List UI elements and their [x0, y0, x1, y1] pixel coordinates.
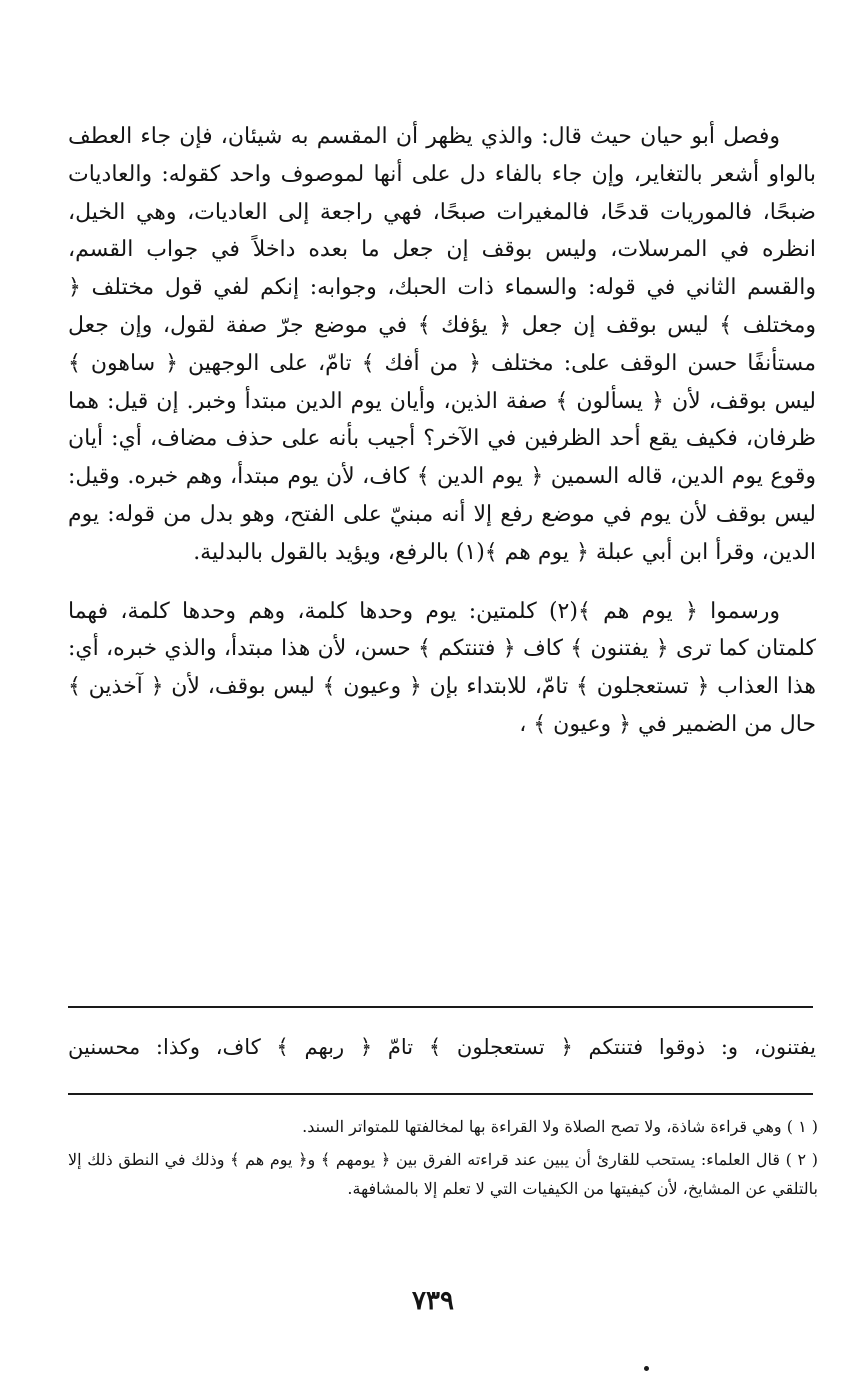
footnotes: [68, 1112, 818, 1207]
divider-line-bottom: [68, 1093, 813, 1095]
footnote-2: ( ٢ ) قال العلماء: يستحب للقارئ أن يبين عند قراءته الفرق بين ﴿ يومهم ﴾ و﴿ يوم هم ﴾ وذلك في النطق ذلك إلا بالتلقي عن المشايخ، لأن كيفيتها من الكيفيات التي لا تعلم إلا بالمشافهة.: [68, 1150, 818, 1198]
page-number: ٧٣٩: [412, 1286, 454, 1316]
paragraph-1: وفصل أبو حيان حيث قال: والذي يظهر أن المقسم به شيئان، فإن جاء العطف بالواو أشعر بالتغاير، وإن جاء بالفاء دل على أنها لموصوف واحد كقوله: والعاديات ضبحًا، فالموريات قدحًا، فالمغيرات صبحًا، فهي راجعة إلى العاديات، وهي الخيل، انظره في المرسلات، وليس بوقف إن جعل ما بعده داخلاً في جواب القسم، والقسم الثاني في قوله: والسماء ذات الحبك، وجوابه: إنكم لفي قول مختلف ﴿ ومختلف ﴾ ليس بوقف إن جعل ﴿ يؤفك ﴾ في موضع جرّ صفة لقول، وإن جعل مستأنفًا حسن الوقف على: مختلف ﴿ من أفك ﴾ تامّ، على الوجهين ﴿ ساهون ﴾ ليس بوقف، لأن ﴿ يسألون ﴾ صفة الذين، وأيان يوم الدين مبتدأ وخبر. إن قيل: هما ظرفان، فكيف يقع أحد الظرفين في الآخر؟ أجيب بأنه على حذف مضاف، أي: أيان وقوع يوم الدين، قاله السمين ﴿ يوم الدين ﴾ كاف، لأن يوم مبتدأ، وهم خبره. وقيل: ليس بوقف لأن يوم في موضع رفع إلا أنه مبنيّ على الفتح، وهو بدل من قوله: يوم الدين، وقرأ ابن أبي عبلة ﴿ يوم هم ﴾(١) بالرفع، ويؤيد بالقول بالبدلية.: [68, 124, 816, 565]
paragraph-2: ورسموا ﴿ يوم هم ﴾(٢) كلمتين: يوم وحدها كلمة، وهم وحدها كلمة، فهما كلمتان كما ترى ﴿ يفتنون ﴾ كاف ﴿ فتنتكم ﴾ حسن، لأن هذا مبتدأ، والذي خبره، أي: هذا العذاب ﴿ تستعجلون ﴾ تامّ، للابتداء بإن ﴿ وعيون ﴾ ليس بوقف، لأن ﴿ آخذين ﴾ حال من الضمير في ﴿ وعيون ﴾ ،: [68, 598, 816, 737]
footnote-1: ( ١ ) وهي قراءة شاذة، ولا تصح الصلاة ولا القراءة بها لمخالفتها للمتواتر السند.: [302, 1117, 818, 1136]
divider-line-top: [68, 1006, 813, 1008]
margin-line: يفتنون، و: ذوقوا فتنتكم ﴿ تستعجلون ﴾ تامّ ﴿ ربهم ﴾ كاف، وكذا: محسنين: [68, 1035, 816, 1059]
speck-mark: [644, 1366, 649, 1371]
main-text: [68, 118, 816, 744]
